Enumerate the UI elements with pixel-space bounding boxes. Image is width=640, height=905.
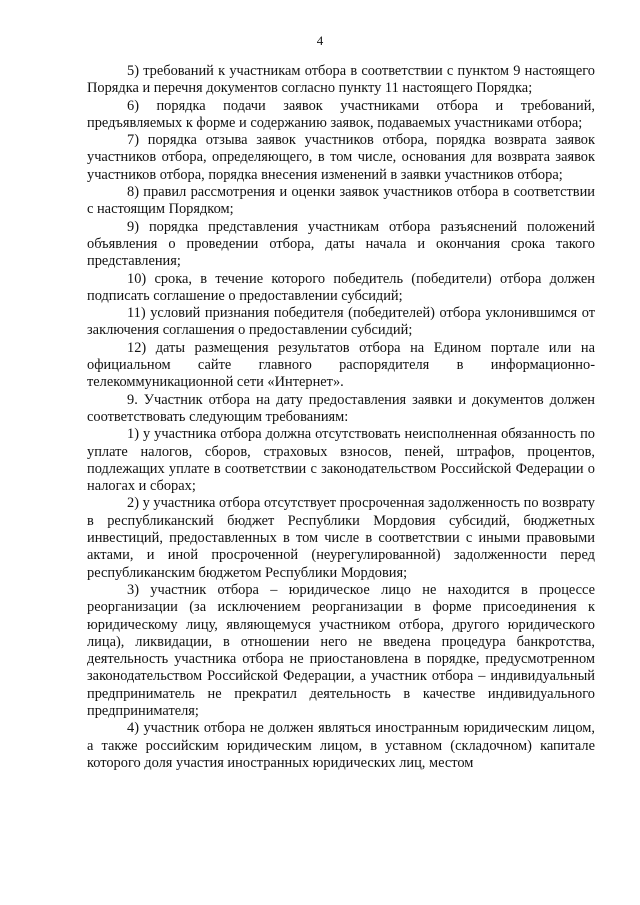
page-number: 4 [316, 33, 324, 48]
paragraph-requirement-2: 2) у участника отбора отсутствует просроченная задолженность по возврату в республиканский бюджет Республики Мордовия субсидий, бюджетных инвестиций, предоставленных в том числе в соответствии с иными правовыми актами, и иной просроченной (неурегулированной) задолженности перед республиканским бюджетом Республики Мордовия; [87, 495, 595, 581]
paragraph-item-8: 8) правил рассмотрения и оценки заявок участников отбора в соответствии с настоящим Порядком; [87, 184, 595, 218]
document-body [87, 63, 595, 772]
paragraph-item-6: 6) порядка подачи заявок участниками отбора и требований, предъявляемых к форме и содержанию заявок, подаваемых участниками отбора; [87, 97, 595, 131]
paragraph-item-5: 5) требований к участникам отбора в соответствии с пунктом 9 настоящего Порядка и перечня документов согласно пункту 11 настоящего Порядка; [87, 63, 595, 97]
paragraph-item-10: 10) срока, в течение которого победитель (победители) отбора должен подписать соглашение о предоставлении субсидий; [87, 270, 595, 304]
paragraph-requirement-4: 4) участник отбора не должен являться иностранным юридическим лицом, а также российским юридическим лицом, в уставном (складочном) капитале которого доля участия иностранных юридических лиц, местом [87, 720, 595, 771]
paragraph-item-12: 12) даты размещения результатов отбора на Едином портале или на официальном сайте главного распорядителя в информационно-телекоммуникационной сети «Интернет». [87, 339, 595, 391]
paragraph-requirement-1: 1) у участника отбора должна отсутствовать неисполненная обязанность по уплате налогов, сборов, страховых взносов, пеней, штрафов, процентов, подлежащих уплате в соответствии с законодательством Российской Федерации о налогах и сборах; [87, 426, 595, 495]
paragraph-item-9: 9) порядка представления участникам отбора разъяснений положений объявления о проведении отбора, даты начала и окончания срока такого представления; [87, 218, 595, 270]
paragraph-item-11: 11) условий признания победителя (победителей) отбора уклонившимся от заключения соглашения о предоставлении субсидий; [87, 305, 595, 339]
paragraph-requirement-3: 3) участник отбора – юридическое лицо не находится в процессе реорганизации (за исключением реорганизации в форме присоединения к юридическому лицу, являющемуся участником отбора, другого юридического лица), ликвидации, в отношении него не введена процедура банкротства, деятельность участника отбора не приостановлена в порядке, предусмотренном законодательством Российской Федерации, а участник отбора – индивидуальный предприниматель не прекратил деятельность в качестве индивидуального предпринимателя; [87, 581, 595, 719]
paragraph-item-7: 7) порядка отзыва заявок участников отбора, порядка возврата заявок участников отбора, определяющего, в том числе, основания для возврата заявок участников отбора, порядка внесения изменений в заявки участников отбора; [87, 132, 595, 183]
paragraph-clause-9: 9. Участник отбора на дату предоставления заявки и документов должен соответствовать следующим требованиям: [87, 391, 595, 425]
